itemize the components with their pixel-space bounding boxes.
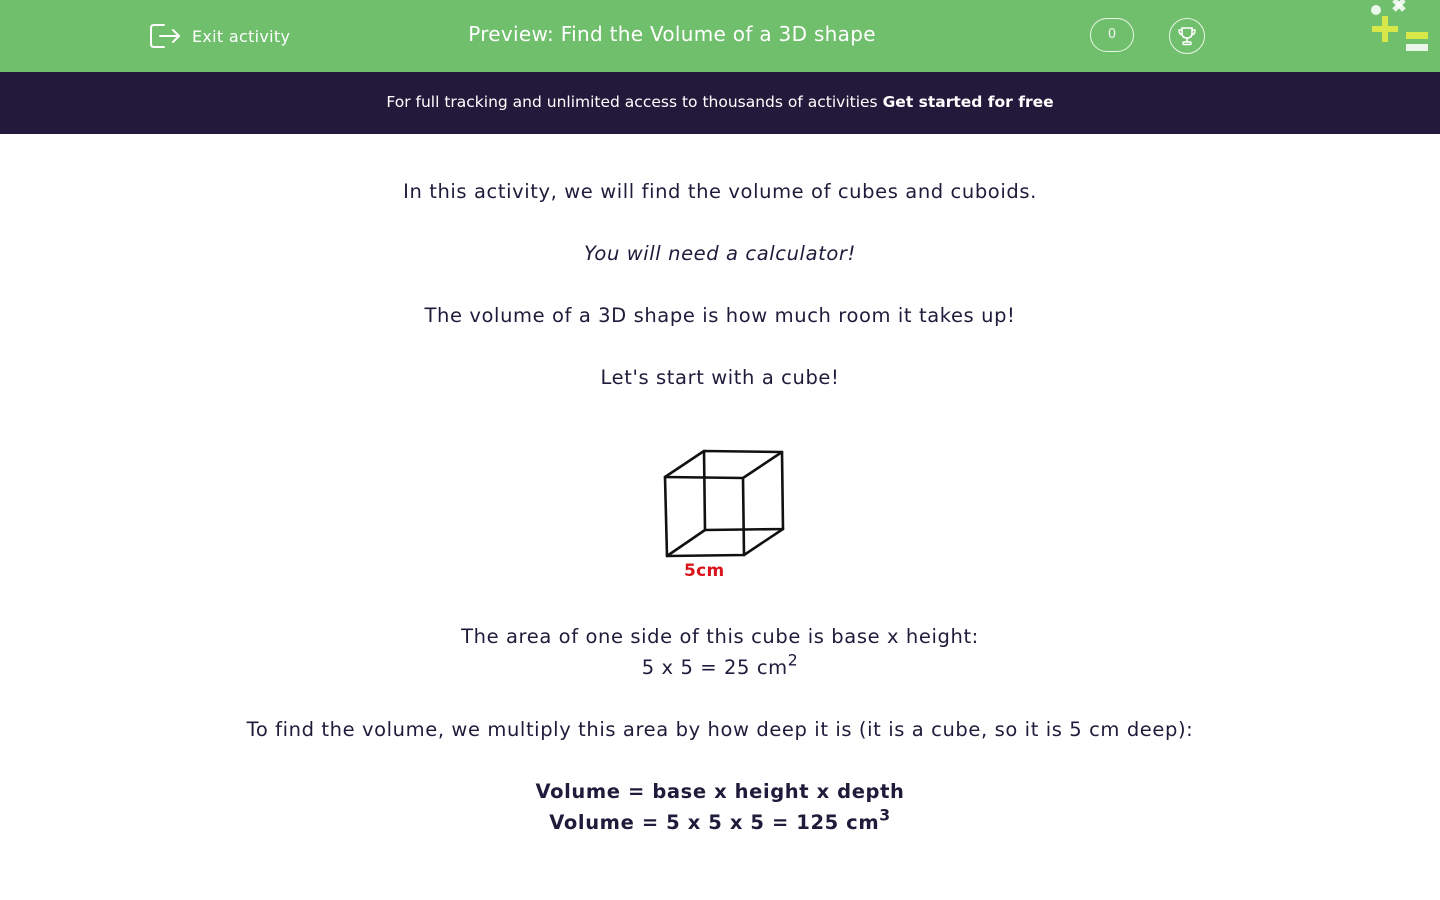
intro-text: In this activity, we will find the volume of cubes and cuboids. bbox=[403, 180, 1037, 203]
banner-text: For full tracking and unlimited access to thousands of activities bbox=[386, 93, 878, 111]
area-calculation bbox=[0, 651, 1440, 679]
top-bar bbox=[0, 0, 1440, 72]
get-started-link[interactable]: Get started for free bbox=[882, 93, 1054, 111]
page-title: Preview: Find the Volume of a 3D shape bbox=[468, 22, 876, 46]
upgrade-banner bbox=[0, 72, 1440, 134]
area-exponent: 2 bbox=[787, 651, 799, 670]
exit-activity-button[interactable] bbox=[148, 20, 290, 52]
cube-diagram bbox=[655, 440, 795, 590]
score-counter: 0 bbox=[1090, 18, 1134, 52]
exit-icon bbox=[148, 21, 182, 51]
trophy-button[interactable] bbox=[1169, 18, 1205, 54]
volume-formula: Volume = base x height x depth bbox=[535, 780, 905, 803]
volume-calc-text: Volume = 5 x 5 x 5 = 125 cm bbox=[549, 811, 880, 834]
calculator-note: You will need a calculator! bbox=[584, 242, 856, 265]
trophy-icon bbox=[1176, 25, 1198, 47]
volume-exponent: 3 bbox=[879, 806, 891, 825]
volume-calculation bbox=[0, 806, 1440, 834]
cube-dimension-label: 5cm bbox=[684, 561, 725, 581]
area-calc-text: 5 x 5 = 25 cm bbox=[641, 656, 788, 679]
maths-symbols-logo bbox=[1360, 0, 1440, 60]
exit-activity-label: Exit activity bbox=[192, 26, 291, 46]
start-text: Let's start with a cube! bbox=[600, 366, 840, 389]
volume-text: To find the volume, we multiply this area by how deep it is (it is a cube, so it is 5 cm deep): bbox=[246, 718, 1194, 741]
area-text: The area of one side of this cube is base x height: bbox=[461, 625, 979, 648]
volume-definition: The volume of a 3D shape is how much room it takes up! bbox=[424, 304, 1016, 327]
